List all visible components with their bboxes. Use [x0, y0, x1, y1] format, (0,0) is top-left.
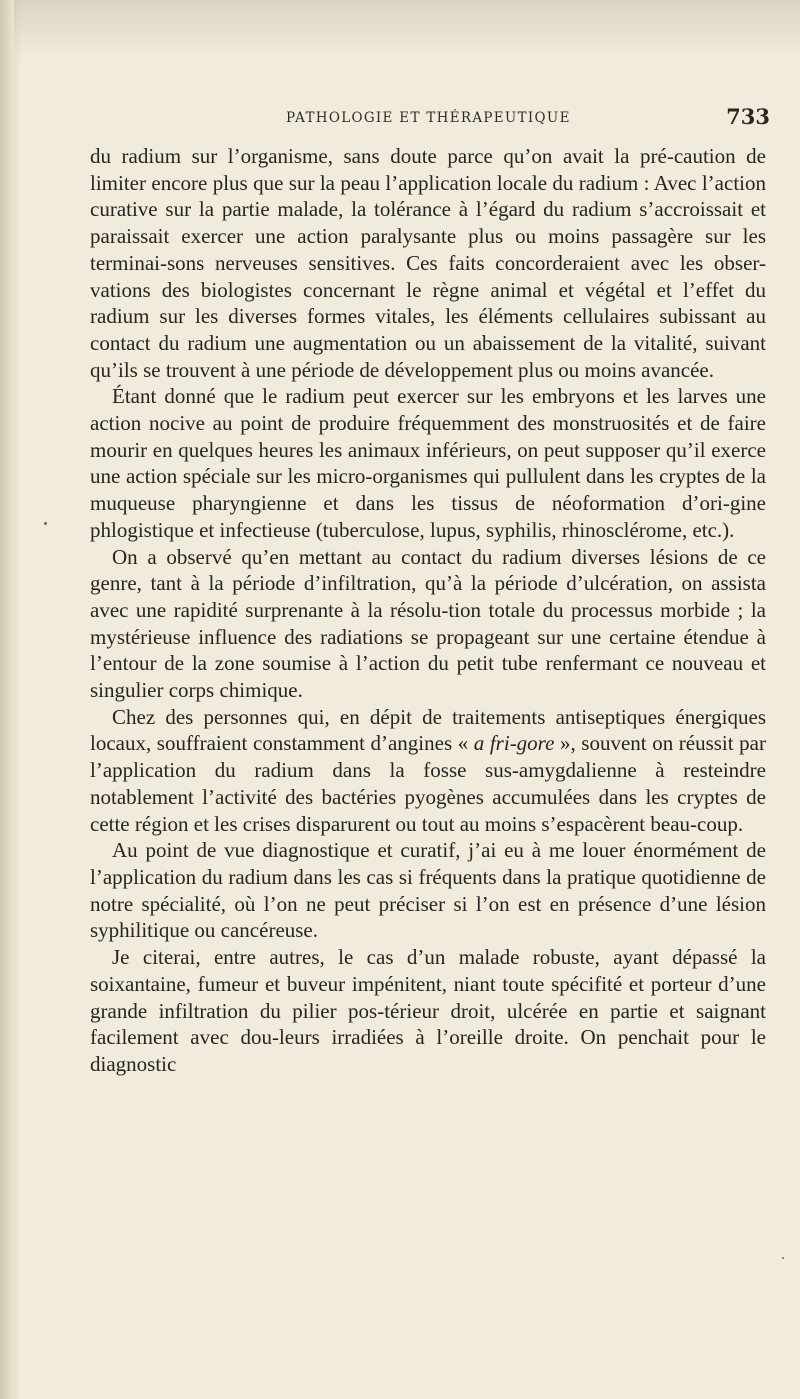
- page-left-edge-shadow: [0, 0, 14, 1399]
- paragraph-4-italic: a fri-gore: [473, 731, 555, 756]
- paragraph-3: On a observé qu’en mettant au contact du radium diverses lésions de ce genre, tant à la période d’infiltration, qu’à la période d’ulcération, on assista avec une rapidité surprenante à la résolu-tion totale du processus morbide ; la mystérieuse influence des radiations se propageant sur une certaine étendue à l’entour de la zone soumise à l’action du petit tube renfermant ce nouveau et singulier corps chimique.: [90, 544, 766, 703]
- paragraph-4-end: », souvent on réussit par l’application du radium dans la fosse sus-amygdalienne à resteindre notablement l’activité des bactéries pyogènes accumulées dans les cryptes de cette région et les crises disparurent ou tout au moins s’espacèrent beau-coup.: [90, 731, 766, 836]
- body-text: [90, 143, 766, 1078]
- paragraph-4-start: Chez des personnes qui, en dépit de traitements antiseptiques énergiques locaux, souffraient constamment d’angines «: [90, 704, 766, 756]
- page-number: 733: [726, 104, 770, 129]
- paragraph-1: du radium sur l’organisme, sans doute parce qu’on avait la pré-caution de limiter encore plus que sur la peau l’application locale du radium : Avec l’action curative sur la partie malade, la tolérance à l’égard du radium s’accroissait et paraissait exercer une action paralysante plus ou moins passagère sur les terminai-sons nerveuses sensitives. Ces faits concorderaient avec les obser-vations des biologistes concernant le règne animal et végétal et l’effet du radium sur les diverses formes vitales, les éléments cellulaires subissant au contact du radium une augmentation ou un abaissement de la vitalité, suivant qu’ils se trouvent à une période de développement plus ou moins avancée.: [90, 144, 766, 382]
- paragraph-6: Je citerai, entre autres, le cas d’un malade robuste, ayant dépassé la soixantaine, fumeur et buveur impénitent, niant toute spécifité et porteur d’une grande infiltration du pilier pos-térieur droit, ulcérée en partie et saignant facilement avec dou-leurs irradiées à l’oreille droite. On penchait pour le diagnostic: [90, 945, 766, 1076]
- paragraph-2: Étant donné que le radium peut exercer sur les embryons et les larves une action nocive au point de produire fréquemment des monstruosités et de faire mourir en quelques heures les animaux inférieurs, on peut supposer qu’il exerce une action spéciale sur les micro-organismes qui pullulent dans les cryptes de la muqueuse pharyngienne et dans les tissus de néoformation d’ori-gine phlogistique et infectieuse (tuberculose, lupus, syphilis, rhinosclérome, etc.).: [90, 384, 766, 542]
- paragraph-5: Au point de vue diagnostique et curatif, j’ai eu à me louer énormément de l’application du radium dans les cas si fréquents dans la pratique quotidienne de notre spécialité, où l’on ne peut préciser si l’on est en présence d’une lésion syphilitique ou cancéreuse.: [90, 838, 766, 943]
- paper-speck: [44, 522, 47, 525]
- page-header: [90, 104, 770, 134]
- running-head: PATHOLOGIE ET THÉRAPEUTIQUE: [286, 110, 571, 126]
- paragraph-4: [90, 704, 766, 838]
- paper-speck: [782, 1257, 784, 1259]
